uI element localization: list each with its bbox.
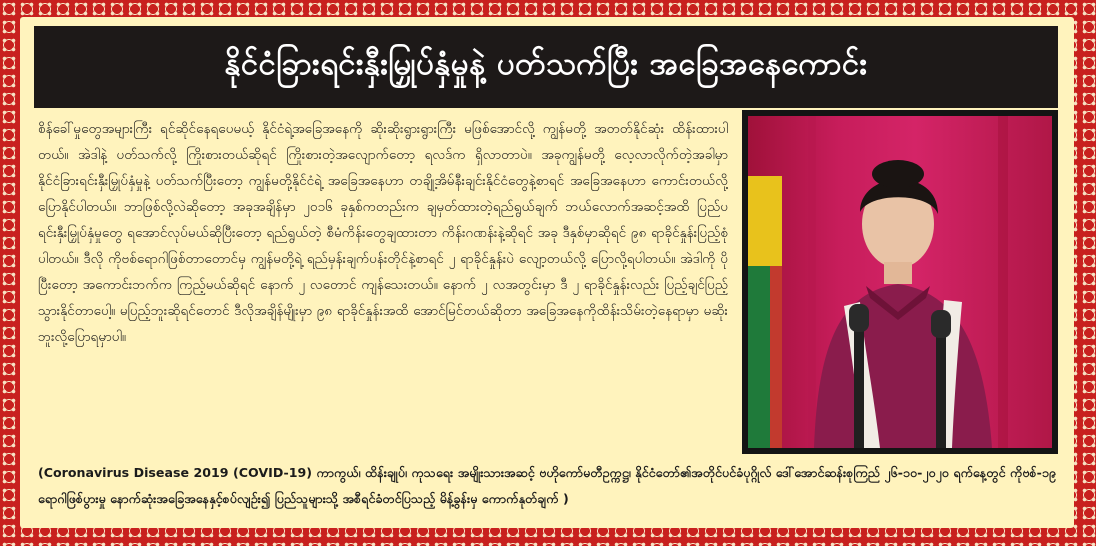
microphone-icon [854,320,864,448]
headline: နိုင်ငံခြားရင်းနှီးမြှုပ်နှံမှုနဲ့ ပတ်သက်ပြီး အခြေအနေကောင်း [224,46,868,82]
speaker-portrait-icon [748,116,1052,448]
headline-bar [34,26,1058,108]
photo-caption: (Coronavirus Disease 2019 (COVID-19) ကာကွယ်၊ ထိန်းချုပ်၊ ကုသရေး အမျိုးသားအဆင့် ဗဟိုကော်မတီဥက္ကဋ္ဌ၊ နိုင်ငံတော်၏အတိုင်ပင်ခံပုဂ္ဂိုလ် ဒေါ်အောင်ဆန်းစုကြည် ၂၆-၁၀-၂၀၂၀ ရက်နေ့တွင် ကိုဗစ်-၁၉ ရောဂါဖြစ်ပွားမှု နောက်ဆုံးအခြေအနေနှင့်စပ်လျဉ်း၍ ပြည်သူများသို့ အစီရင်ခံတင်ပြသည့် မိန့်ခွန်းမှ ကောက်နုတ်ချက် ) [38,465,1056,506]
photo-frame [742,110,1058,454]
microphone-icon [936,326,946,448]
speaker-photo [748,116,1052,448]
article-body: စိန်ခေါ်မှုတွေအများကြီး ရင်ဆိုင်နေရပေမယ့် နိုင်ငံရဲ့အခြေအနေကို ဆိုးဆိုးရွားရွားကြီး မဖြစ်အောင်လို့ ကျွန်မတို့ အတတ်နိုင်ဆုံး ထိန်းထားပါတယ်။ အဲဒါနဲ့ ပတ်သက်လို့ ကြိုးစားတယ်ဆိုရင် ကြိုးစားတဲ့အလျောက်တော့ ရလဒ်က ရှိလာတာပဲ။ အခုကျွန်မတို့ လေ့လာလိုက်တဲ့အခါမှာ နိုင်ငံခြားရင်းနှီးမြှုပ်နှံမှုနဲ့ ပတ်သက်ပြီးတော့ ကျွန်မတို့နိုင်ငံရဲ့ အခြေအနေဟာ တချို့အိမ်နီးချင်းနိုင်ငံတွေနဲ့စာရင် အခြေအနေဟာ ကောင်းတယ်လို့ ပြောနိုင်ပါတယ်။ ဘာဖြစ်လို့လဲဆိုတော့ အခုအချိန်မှာ ၂၀၁၆ ခုနှစ်ကတည်းက ချမှတ်ထားတဲ့ရည်ရွယ်ချက် ဘယ်လောက်အဆင့်အထိ ပြည်ပရင်းနှီးမြှုပ်နှံမှုတွေ ရအောင်လုပ်မယ်ဆိုပြီးတော့ ရည်ရွယ်တဲ့ စီမံကိန်းတွေချထားတာ ကိန်းဂဏန်းနဲ့ဆိုရင် အခု ဒီနှစ်မှာဆိုရင် ၉၈ ရာခိုင်နှုန်းပြည့်စုံပါတယ်။ ဒီလို ကိုဗစ်ရောဂါဖြစ်တာတောင်မှ ကျွန်မတို့ရဲ့ ရည်မှန်းချက်ပန်းတိုင်နဲ့စာရင် ၂ ရာခိုင်နှုန်းပဲ လျော့တယ်လို့ ပြောလို့ရပါတယ်။ အဲဒါကို ပိုပြီးတော့ အကောင်းဘက်က ကြည့်မယ်ဆိုရင် နောက် ၂ လတောင် ကျန်သေးတယ်။ နောက် ၂ လအတွင်းမှာ ဒီ ၂ ရာခိုင်နှုန်းလည်း ပြည့်ချင်ပြည့်သွားနိုင်တာပေါ့။ မပြည့်ဘူးဆိုရင်တောင် ဒီလိုအချိန်မျိုးမှာ ၉၈ ရာခိုင်နှုန်းအထိ အောင်မြင်တယ်ဆိုတာ အခြေအနေကိုထိန်းသိမ်းတဲ့နေရာမှာ မဆိုးဘူးလို့ပြောရမှာပါ။ [38,121,728,345]
